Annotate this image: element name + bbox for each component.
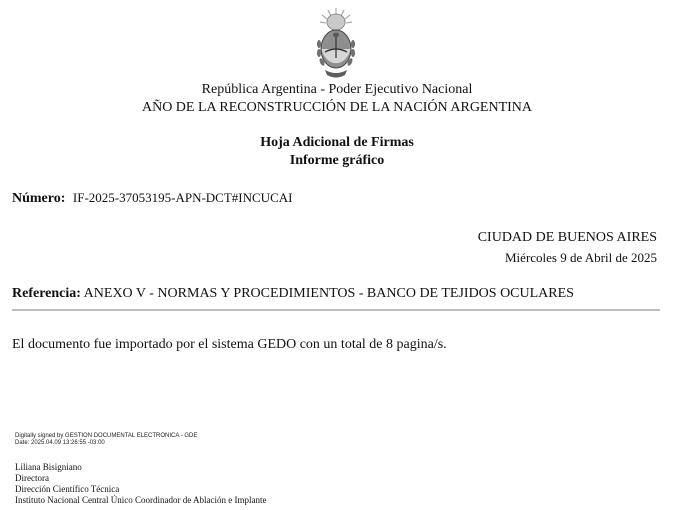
reference-row [12, 286, 574, 302]
date-text: Miércoles 9 de Abril de 2025 [505, 250, 657, 265]
digital-signature-date: Date: 2025.04.09 13:26:55 -03:00 [15, 440, 105, 446]
document-number-value: IF-2025-37053195-APN-DCT#INCUCAI [72, 190, 293, 205]
section-divider [12, 309, 660, 311]
signer-role: Directora [15, 473, 49, 483]
document-number-row [12, 190, 292, 207]
document-number-label: Número: [12, 191, 66, 206]
header-line-year-motto: AÑO DE LA RECONSTRUCCIÓN DE LA NACIÓN ARGENTINA [141, 100, 533, 115]
reference-label: Referencia: [12, 286, 81, 301]
coat-of-arms-icon [311, 6, 361, 80]
signer-name: Liliana Bisigniano [15, 462, 82, 472]
document-subtitle: Informe gráfico [289, 153, 385, 168]
city-text: CIUDAD DE BUENOS AIRES [477, 230, 657, 245]
digital-signature-issuer: Digitally signed by GESTION DOCUMENTAL ELECTRONICA - GDE [15, 433, 198, 439]
signer-department: Dirección Científico Técnica [15, 484, 120, 494]
signer-institution: Instituto Nacional Central Único Coordinador de Ablación e Implante [15, 495, 267, 505]
header-line-republica: República Argentina - Poder Ejecutivo Nacional [201, 82, 473, 97]
import-statement: El documento fue importado por el sistema GEDO con un total de 8 pagina/s. [12, 337, 447, 352]
document-title: Hoja Adicional de Firmas [260, 135, 414, 150]
reference-value: ANEXO V - NORMAS Y PROCEDIMIENTOS - BANCO DE TEJIDOS OCULARES [83, 286, 574, 301]
